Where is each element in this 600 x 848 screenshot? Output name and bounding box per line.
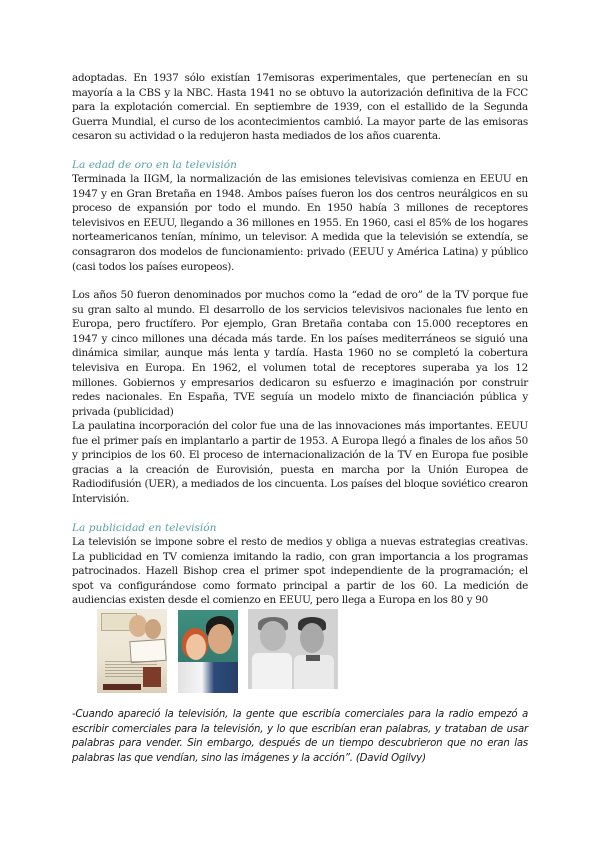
paragraph-advertising: La televisión se impone sobre el resto de medios y obliga a nuevas estrategias creativas. La publicidad en TV comienza imitando la radio, con gran importancia a los programas patrocinados. Hazell Bishop crea el primer spot independiente de la programación; el spot va configurándose como formato principal a partir de los 60. La medición de audiencias existen desde el comienzo en EEUU, pero llega a Europa en los 80 y 90 (72, 536, 528, 607)
bw-couple-photo (248, 609, 338, 689)
heading-advertising: La publicidad en televisión (72, 522, 217, 534)
paragraph-fifties: Los años 50 fueron denominados por muchos como la “edad de oro” de la TV porque fue su gran salto al mundo. El desarrollo de los servicios televisivos nacionales fue lento en Europa, pero fructífero. Por ejemplo, Gran Bretaña contaba con 15.000 receptores en 1947 y cinco millones una década más tarde. En los países mediterráneos se siguió una dinámica similar, aunque más lenta y tardía. Hasta 1960 no se completó la cobertura televisiva en Europa. En 1962, el volumen total de receptores superaba ya los 12 millones. Gobiernos y empresarios dedicaron su esfuerzo e imaginación por construir redes nacionales. En España, TVE seguía un modelo mixto de financiación pública y privada (publicidad) (72, 289, 528, 418)
paragraph-color-tv: La paulatina incorporación del color fue una de las innovaciones más importantes. EEUU fue el primer país en implantarlo a partir de 1953. A Europa llegó a finales de los años 50 y principios de los 60. El proceso de internacionalización de la TV en Europa fue posible gracias a la creación de Eurovisión, puesta en marcha por la Unión Europea de Radiodifusión (UER), a mediados de los cincuenta. Los países del bloque soviético crearon Intervisión. (72, 420, 528, 505)
color-couple-photo (178, 610, 238, 693)
paragraph-intro: adoptadas. En 1937 sólo existían 17emisoras experimentales, que pertenecían en su mayoría a la CBS y la NBC. Hasta 1941 no se obtuvo la autorización definitiva de la FCC para la explotación comercial. En septiembre de 1939, con el estallido de la Segunda Guerra Mundial, el curso de los acontecimientos cambió. La mayor parte de las emisoras cesaron su actividad o la redujeron hasta mediados de los años cuarenta. (72, 72, 528, 143)
ogilvy-quote: -Cuando apareció la televisión, la gente que escribía comerciales para la radio empezó a escribir comerciales para la televisión, y lo que escribían eran palabras, y trataban de usar palabras para vender. Sin embargo, después de un tiempo descubrieron que no eran las palabras las que vendían, sino las imágenes y la acción”. (David Ogilvy) (72, 709, 528, 764)
heading-golden-age: La edad de oro en la televisión (72, 159, 237, 171)
vintage-ad-photo (97, 609, 167, 693)
paragraph-postwar: Terminada la IIGM, la normalización de las emisiones televisivas comienza en EEUU en 1947 y en Gran Bretaña en 1948. Ambos países fueron los dos centros neurálgicos en su proceso de expansión por todo el mundo. En 1950 había 3 millones de receptores televisivos en EEUU, llegando a 36 millones en 1955. En 1960, casi el 85% de los hogares norteamericanos tenían, mínimo, un televisor. A medida que la televisión se extendía, se consagraron dos modelos de funcionamiento: privado (EEUU y América Latina) y público (casi todos los países europeos). (72, 173, 528, 273)
